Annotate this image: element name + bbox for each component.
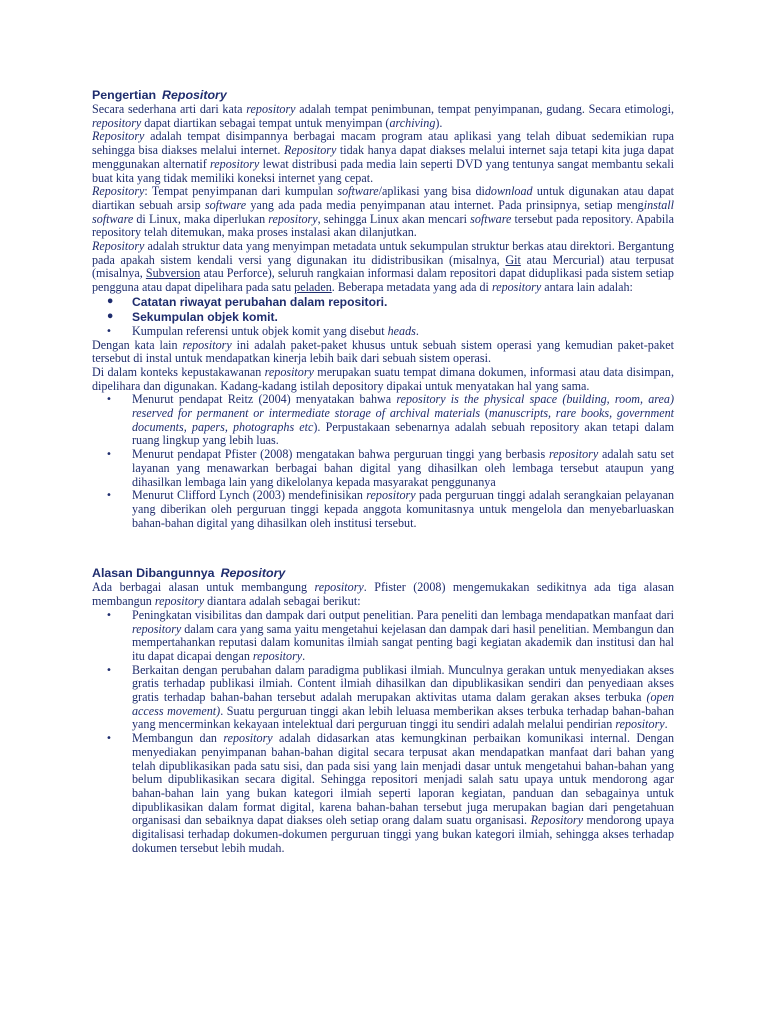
list-item: • Berkaitan dengan perubahan dalam paradigma publikasi ilmiah. Munculnya gerakan untuk menyediakan akses gratis terhadap publikasi ilmiah. Content ilmiah dihasilkan dan dipublikasikan sendiri dan penyediaan akses gratis terhadap bahan-bahan tersebut adalah merupakan aktivitas utama dalam gerakan akses terbuka (open access movement). Suatu perguruan tinggi akan lebih leluasa memberikan akses terbuka terhadap bahan-bahan yang mencerminkan kekayaan intelektual dari perguruan tinggi itu sendiri adalah melalui pendirian repository. [92, 664, 674, 733]
metadata-list-plain [92, 325, 674, 339]
list-item: • Kumpulan referensi untuk objek komit yang disebut heads. [92, 325, 674, 339]
section-spacer [92, 530, 674, 566]
section-title-alasan [92, 566, 674, 581]
reasons-list [92, 609, 674, 856]
definitions-list [92, 393, 674, 530]
paragraph-definition-1: Secara sederhana arti dari kata repository adalah tempat penimbunan, tempat penyimpanan, gudang. Secara etimologi, repository dapat diartikan sebagai tempat untuk menyimpan (archiving). [92, 102, 674, 130]
list-item: • Catatan riwayat perubahan dalam repositori. [92, 295, 674, 310]
paragraph-reasons-intro: Ada berbagai alasan untuk membangung repository. Pfister (2008) mengemukakan sedikitnya ada tiga alasan membangun repository diantara adalah sebagai berikut: [92, 580, 674, 609]
list-item: • Menurut pendapat Reitz (2004) menyatakan bahwa repository is the physical space (building, room, area) reserved for permanent or intermediate storage of archival materials (manuscripts, rare books, government documents, papers, photographs etc). Perpustakaan sebenarnya adalah sebuah repository akan tetapi dalam ruang lingkup yang lebih luas. [92, 393, 674, 448]
metadata-list-bold [92, 295, 674, 325]
section-title-pengertian [92, 88, 674, 103]
paragraph-other-words: Dengan kata lain repository ini adalah paket-paket khusus untuk sebuah sistem operasi yang kemudian paket-paket tersebut di instal untuk mendapatkan kinerja lebih baik dari sebuah sistem operasi. [92, 337, 674, 366]
title-text: Alasan Dibangunnya [92, 566, 215, 581]
paragraph-librarianship: Di dalam konteks kepustakawanan repository merupakan suatu tempat dimana dokumen, informasi atau data disimpan, dipelihara dan digunakan. Kadang-kadang istilah depository dipakai untuk menyatakan hal yang sama. [92, 364, 674, 393]
title-italic-text: Repository [220, 566, 286, 581]
paragraph-definition-3: Repository: Tempat penyimpanan dari kumpulan software/aplikasi yang bisa didownload untuk digunakan atau dapat diartikan sebuah arsip software yang ada pada media penyimpanan atau internet. Pada prinsipnya, setiap menginstall software di Linux, maka diperlukan repository, sehingga Linux akan mencari software tersebut pada repository. Apabila repository telah ditemukan, maka proses instalasi akan dilanjutkan. [92, 184, 675, 240]
title-text: Pengertian [92, 88, 157, 102]
paragraph-definition-2: Repository adalah tempat disimpannya berbagai macam program atau aplikasi yang telah dibuat sedemikian rupa sehingga bisa diakses melalui internet. Repository tidak hanya dapat diakses melalui internet saja tetapi kita juga dapat menggunakan alternatif repository lewat distribusi pada media lain seperti DVD yang tentunya sangat membantu sekali buat kita yang tidak memiliki koneksi internet yang cepat. [92, 129, 675, 185]
list-item: • Menurut pendapat Pfister (2008) mengatakan bahwa perguruan tinggi yang berbasis repository adalah satu set layanan yang menawarkan berbagai bahan digital yang dihasilkan oleh lembaga tersebut ataupun yang dihasilkan lembaga lain yang dikelolanya kepada masyarakat penggunanya [92, 448, 674, 489]
list-item: • Peningkatan visibilitas dan dampak dari output penelitian. Para peneliti dan lembaga mendapatkan manfaat dari repository dalam cara yang sama yaitu mengetahui kejelasan dan dampak dari hasil penelitian. Membangun dan mempertahankan reputasi dalam komunitas ilmiah sangat penting bagi kegiatan akademik dan institusi dan hal itu dapat dicapai dengan repository. [92, 609, 674, 664]
paragraph-definition-4: Repository adalah struktur data yang menyimpan metadata untuk sekumpulan struktur berkas atau direktori. Bergantung pada apakah sistem kendali versi yang digunakan itu didistribusikan (misalnya, Git atau Mercurial) atau terpusat (misalnya, Subversion atau Perforce), seluruh rangkaian informasi dalam repositori dapat diduplikasi pada sistem setiap pengguna atau dapat dipelihara pada satu peladen. Beberapa metadata yang ada di repository antara lain adalah: [92, 239, 674, 295]
title-italic-text: Repository [162, 88, 227, 102]
list-item: • Menurut Clifford Lynch (2003) mendefinisikan repository pada perguruan tinggi adalah serangkaian pelayanan yang diberikan oleh perguruan tinggi kepada anggota komunitasnya untuk mengelola dan menyebarluaskan bahan-bahan digital yang dihasilkan oleh institusi tersebut. [92, 489, 674, 530]
list-item: • Sekumpulan objek komit. [92, 310, 674, 325]
list-item: • Membangun dan repository adalah didasarkan atas kemungkinan perbaikan komunikasi internal. Dengan menyediakan penyimpanan bahan-bahan digital secara terpusat akan mendapatkan manfaat dari bahan yang telah dipublikasikan pada satu sisi, dan pada sisi yang lain menjadi dasar untuk mengetahui bahan-bahan yang belum dipublikasikan secara digital. Sehingga repositori menjadi salah satu upaya untuk mendorong agar bahan-bahan lain yang bukan kategori ilmiah seperti laporan kegiatan, panduan dan sebagainya untuk dipublikasikan dalam format digital, karena bahan-bahan tersebut juga merupakan bagian dari pengetahuan organisasi dan sebaiknya dapat diakses oleh setiap orang dalam suatu organisasi. Repository mendorong upaya digitalisasi terhadap dokumen-dokumen perguruan tinggi yang bukan kategori ilmiah, sehingga akses terhadap dokumen tersebut lebih mudah. [92, 732, 674, 855]
document-page [92, 88, 674, 855]
